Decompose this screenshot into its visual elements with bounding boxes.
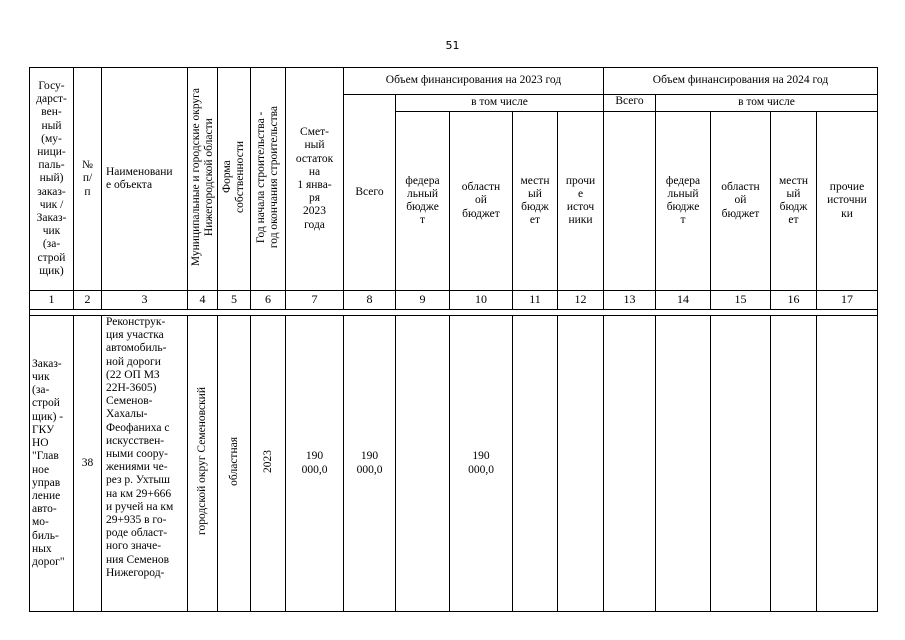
row-ownership: областная (218, 316, 251, 612)
column-number: 16 (771, 291, 817, 310)
column-number: 11 (513, 291, 558, 310)
column-number: 12 (558, 291, 604, 310)
header-years: Год начала строительства - год окончания строительства (251, 68, 286, 291)
column-number: 9 (396, 291, 450, 310)
row-federal-2023 (396, 316, 450, 612)
header-municipality: Муниципальные и городские округа Нижегородской области (188, 68, 218, 291)
header-local-2024: местн ый бюдж ет (771, 112, 817, 291)
column-number: 5 (218, 291, 251, 310)
header-including-2023: в том числе (396, 95, 604, 112)
column-number: 6 (251, 291, 286, 310)
row-total-2024 (604, 316, 656, 612)
column-number: 10 (450, 291, 513, 310)
column-number: 14 (656, 291, 711, 310)
row-federal-2024 (656, 316, 711, 612)
header-other-2024: прочие источни ки (817, 112, 878, 291)
column-number: 3 (102, 291, 188, 310)
header-other-2023: прочи е источ ники (558, 112, 604, 291)
row-balance: 190 000,0 (286, 316, 344, 612)
table-row (30, 316, 878, 612)
header-customer: Госу- дарст- вен- ный (му- ници- паль- ный) заказ- чик / Заказ- чик (за- строй щик) (30, 68, 74, 291)
financing-table (29, 67, 878, 612)
row-local-2024 (771, 316, 817, 612)
header-regional-2023: областн ой бюджет (450, 112, 513, 291)
header-local-2023: местн ый бюдж ет (513, 112, 558, 291)
header-balance: Смет- ный остаток на 1 янва- ря 2023 года (286, 68, 344, 291)
header-ownership: Форма собственности (218, 68, 251, 291)
column-numbers-row (30, 291, 878, 310)
header-including-2024: в том числе (656, 95, 878, 112)
row-other-2023 (558, 316, 604, 612)
row-object-name: Реконструк- ция участка автомобиль- ной дороги (22 ОП МЗ 22Н-3605) Семенов- Хахалы- Феофаниха с искусствен- ными соору- жениями че- рез р. Ухтыш на км 29+666 и ручей на км 29+935 в го- роде област- ного значе- ния Семенов Нижегород- (102, 316, 188, 612)
row-year: 2023 (251, 316, 286, 612)
header-financing-2024: Объем финансирования на 2024 год (604, 68, 878, 95)
header-number: № п/ п (74, 68, 102, 291)
header-federal-2024: федера льный бюдже т (656, 112, 711, 291)
row-total-2023: 190 000,0 (344, 316, 396, 612)
row-regional-2024 (711, 316, 771, 612)
column-number: 13 (604, 291, 656, 310)
header-total-2024: Всего (604, 95, 656, 112)
row-regional-2023: 190 000,0 (450, 316, 513, 612)
header-object-name: Наименовани е объекта (102, 68, 188, 291)
header-regional-2024: областн ой бюджет (711, 112, 771, 291)
header-federal-2023: федера льный бюдже т (396, 112, 450, 291)
column-number: 17 (817, 291, 878, 310)
column-number: 1 (30, 291, 74, 310)
column-number: 7 (286, 291, 344, 310)
row-municipality: городской округ Семеновский (188, 316, 218, 612)
row-number: 38 (74, 316, 102, 612)
header-total-2023: Всего (344, 95, 396, 291)
row-customer: Заказ- чик (за- строй щик) - ГКУ НО "Глав ное управ ление авто- мо- биль- ных дорог" (30, 316, 74, 612)
row-other-2024 (817, 316, 878, 612)
column-number: 8 (344, 291, 396, 310)
column-number: 4 (188, 291, 218, 310)
page-number: 51 (445, 39, 460, 52)
row-local-2023 (513, 316, 558, 612)
column-number: 2 (74, 291, 102, 310)
column-number: 15 (711, 291, 771, 310)
header-empty-2024 (604, 112, 656, 291)
header-financing-2023: Объем финансирования на 2023 год (344, 68, 604, 95)
